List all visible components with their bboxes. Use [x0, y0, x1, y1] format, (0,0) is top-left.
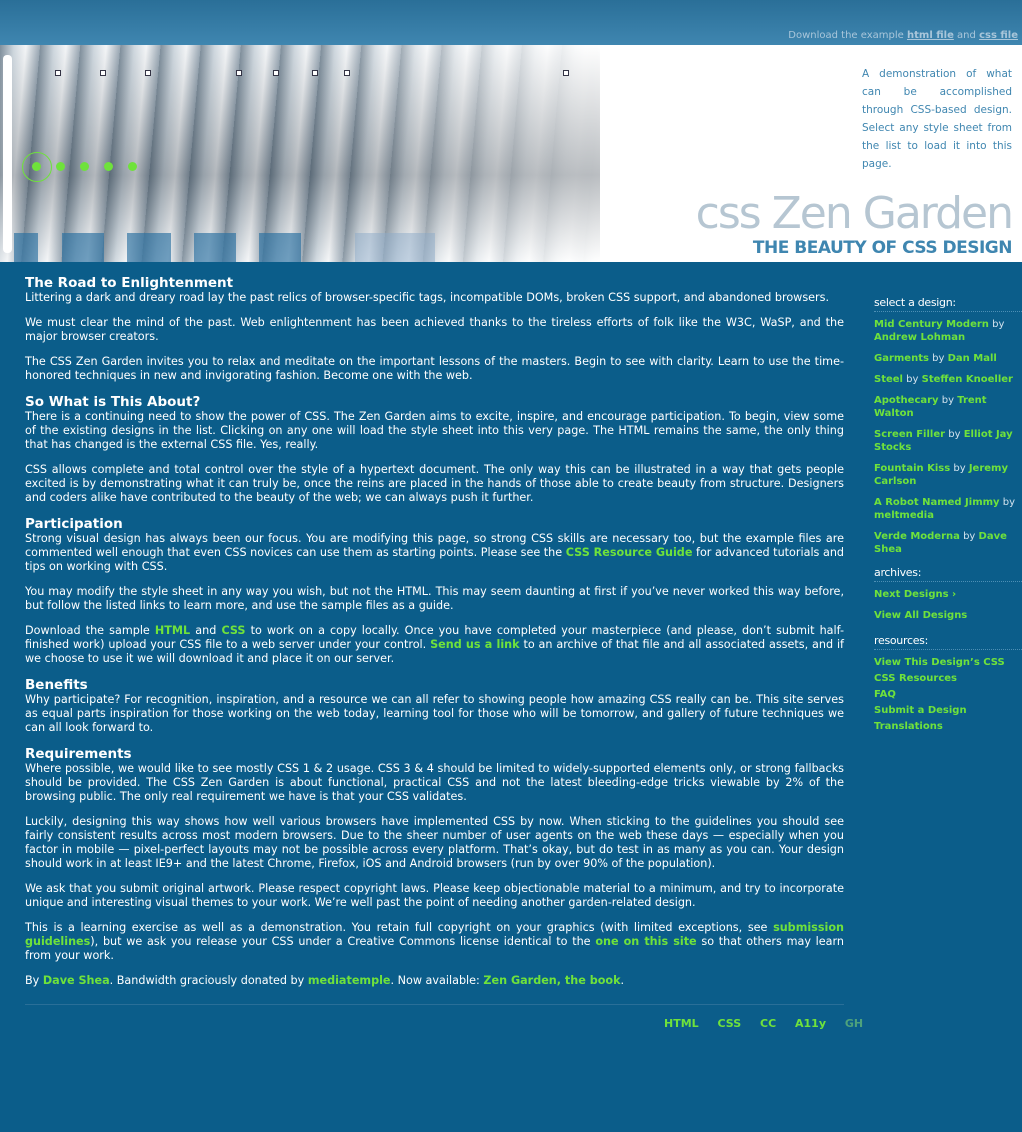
design-name-link[interactable]: Apothecary	[874, 395, 939, 406]
design-name-link[interactable]: Garments	[874, 353, 929, 364]
author-link[interactable]: Dave Shea	[42, 974, 110, 987]
sample-html-link[interactable]: HTML	[154, 624, 191, 637]
view-design-css-link[interactable]: View This Design’s CSS	[874, 657, 1005, 668]
square-marker	[273, 70, 279, 76]
translations-link[interactable]: Translations	[874, 721, 943, 732]
css-resource-guide-link[interactable]: CSS Resource Guide	[565, 546, 693, 559]
license-link[interactable]: one on this site	[595, 935, 697, 948]
square-marker	[312, 70, 318, 76]
css-file-link[interactable]: css file	[979, 30, 1018, 41]
design-by: by	[941, 395, 955, 406]
logo-tagline: THE BEAUTY OF CSS DESIGN	[752, 238, 1012, 258]
design-author-link[interactable]: Dan Mall	[947, 353, 997, 364]
paragraph: Strong visual design has always been our focus. You are modifying this page, so strong CSS skills are necessary too, but the example files are commented well enough that even CSS novices can use them as starting points. Please see the CSS Resource Guide for advanced tutorials and tips on working with CSS.	[25, 532, 845, 573]
section-road	[25, 275, 844, 383]
book-link[interactable]: Zen Garden, the book	[483, 974, 621, 987]
faq-link[interactable]: FAQ	[874, 689, 896, 700]
design-by: by	[992, 319, 1005, 330]
section-title: Participation	[25, 516, 123, 532]
footer-cc-link[interactable]: CC	[760, 1017, 777, 1030]
paragraph: We ask that you submit original artwork. Please respect copyright laws. Please keep objectionable material to a minimum, and try to incorporate unique and interesting visual themes to your work. We’re well past the point of needing another garden-related design.	[25, 882, 844, 909]
design-item	[874, 496, 1022, 522]
design-author-link[interactable]: Steffen Knoeller	[921, 374, 1013, 385]
square-marker	[344, 70, 350, 76]
submit-design-link[interactable]: Submit a Design	[874, 705, 967, 716]
send-link-link[interactable]: Send us a link	[430, 638, 520, 651]
paragraph: There is a continuing need to show the power of CSS. The Zen Garden aims to excite, inspire, and encourage participation. To begin, view some of the existing designs in the list. Clicking on any one will load the style sheet into this very page. The HTML remains the same, the only thing that has changed is the external CSS file. Yes, really.	[25, 410, 844, 451]
paragraph: Littering a dark and dreary road lay the past relics of browser-specific tags, incompatible DOMs, broken CSS support, and abandoned browsers.	[25, 291, 830, 304]
design-item	[874, 352, 1022, 365]
sample-css-link[interactable]: CSS	[221, 624, 246, 637]
design-list	[874, 318, 1022, 556]
design-by: by	[932, 353, 945, 364]
section-title: Benefits	[25, 677, 88, 693]
select-design-heading: select a design:	[874, 296, 1022, 312]
square-marker	[145, 70, 151, 76]
design-name-link[interactable]: Mid Century Modern	[874, 319, 989, 330]
design-name-link[interactable]: Steel	[874, 374, 903, 385]
host-link[interactable]: mediatemple	[307, 974, 391, 987]
footer-links	[664, 1017, 878, 1030]
paragraph: Where possible, we would like to see mostly CSS 1 & 2 usage. CSS 3 & 4 should be limited to widely-supported elements only, or strong fallbacks should be provided. The CSS Zen Garden is about functional, practical CSS and not the latest bleeding-edge tricks viewable by 2% of the browsing public. The only real requirement we have is that your CSS validates.	[25, 762, 844, 803]
design-author-link[interactable]: Elliot Jay Stocks	[874, 429, 1013, 453]
paragraph: The CSS Zen Garden invites you to relax and meditate on the important lessons of the masters. Begin to see with clarity. Learn to use the time-honored techniques in new and invigorating fashion. Become one with the web.	[25, 355, 844, 382]
section-title: So What is This About?	[25, 394, 201, 410]
footer-divider	[25, 1004, 844, 1005]
footer-a11y-link[interactable]: A11y	[795, 1017, 826, 1030]
footer-gh-link[interactable]: GH	[844, 1017, 864, 1030]
css-resources-link[interactable]: CSS Resources	[874, 673, 957, 684]
paragraph: Luckily, designing this way shows how well various browsers have implemented CSS by now. When sticking to the guidelines you should see fairly consistent results across most modern browsers. Due to the sheer number of user agents on the web these days — especially when you factor in mobile — pixel-perfect layouts may not be possible across every platform. That’s okay, but do test in as many as you can. Your design should work in at least IE9+ and the latest Chrome, Firefox, iOS and Android browsers (run by over 90% of the population).	[25, 815, 844, 870]
square-marker	[563, 70, 569, 76]
square-marker	[55, 70, 61, 76]
paragraph: CSS allows complete and total control over the style of a hypertext document. The only way this can be illustrated in a way that gets people excited is by demonstrating what it can truly be, once the reins are placed in the hands of those able to create beauty from structure. Designers and coders alike have contributed to the beauty of the web; we can always push it further.	[25, 463, 844, 504]
design-item	[874, 428, 1022, 454]
design-name-link[interactable]: A Robot Named Jimmy	[874, 497, 1000, 508]
design-item	[874, 530, 1022, 556]
green-dot	[128, 162, 137, 171]
design-item	[874, 462, 1022, 488]
design-item	[874, 394, 1022, 420]
design-item	[874, 373, 1022, 386]
paragraph: We must clear the mind of the past. Web enlightenment has been achieved thanks to the tireless efforts of folk like the W3C, WaSP, and the major browser creators.	[25, 316, 844, 343]
design-by: by	[948, 429, 961, 440]
next-designs-link[interactable]: Next Designs ›	[874, 589, 957, 600]
intro-text: A demonstration of what can be accomplished through CSS-based design. Select any style sheet from the list to load it into this page.	[862, 68, 1012, 170]
page-header	[0, 45, 1022, 262]
section-title: The Road to Enlightenment	[25, 275, 234, 291]
design-author-link[interactable]: Andrew Lohman	[874, 332, 966, 343]
green-dot	[80, 162, 89, 171]
green-dot	[104, 162, 113, 171]
paragraph: Download the sample HTML and CSS to work on a copy locally. Once you have completed your masterpiece (and please, don’t submit half-finished work) upload your CSS file to a web server under your control. Send us a link to an archive of that file and all associated assets, and if we choose to use it we will download it and place it on our server.	[25, 624, 844, 665]
square-marker	[236, 70, 242, 76]
html-file-link[interactable]: html file	[907, 30, 954, 41]
design-by: by	[906, 374, 919, 385]
design-name-link[interactable]: Fountain Kiss	[874, 463, 951, 474]
design-author-link[interactable]: Dave Shea	[874, 531, 1007, 555]
section-title: Requirements	[25, 746, 132, 762]
design-by: by	[1002, 497, 1015, 508]
header-left-bar	[3, 55, 12, 253]
design-author-link[interactable]: Trent Walton	[874, 395, 987, 419]
section-participation	[25, 516, 844, 666]
view-all-designs-link[interactable]: View All Designs	[874, 610, 968, 621]
green-dot	[56, 162, 65, 171]
footer-html-link[interactable]: HTML	[664, 1017, 699, 1030]
design-by: by	[963, 531, 976, 542]
download-prefix: Download the example	[788, 30, 904, 41]
design-by: by	[953, 463, 966, 474]
paragraph: Why participate? For recognition, inspiration, and a resource we can all refer to showing people how amazing CSS really can be. This site serves as equal parts inspiration for those working on the web today, learning tool for those who will be tomorrow, and gallery of future techniques we can all look forward to.	[25, 693, 844, 734]
footer-css-link[interactable]: CSS	[717, 1017, 742, 1030]
logo-title: css Zen Garden	[695, 188, 1012, 239]
paragraph: By Dave Shea. Bandwidth graciously donated by mediatemple. Now available: Zen Garden, the book.	[25, 974, 625, 987]
green-dot	[32, 162, 41, 171]
design-item	[874, 318, 1022, 344]
design-author-link[interactable]: meltmedia	[874, 510, 934, 521]
section-requirements	[25, 746, 844, 988]
square-marker	[100, 70, 106, 76]
download-and: and	[957, 30, 976, 41]
design-name-link[interactable]: Verde Moderna	[874, 531, 960, 542]
section-about	[25, 394, 844, 505]
main-content	[25, 275, 844, 999]
section-benefits	[25, 677, 844, 735]
sidebar	[874, 296, 1022, 736]
submission-guidelines-link[interactable]: submission guidelines	[25, 921, 844, 948]
resources-heading: resources:	[874, 634, 1022, 650]
download-links	[788, 30, 1018, 41]
paragraph: You may modify the style sheet in any way you wish, but not the HTML. This may seem daunting at first if you’ve never worked this way before, but follow the listed links to learn more, and use the sample files as a guide.	[25, 585, 844, 612]
design-author-link[interactable]: Jeremy Carlson	[874, 463, 1008, 487]
design-name-link[interactable]: Screen Filler	[874, 429, 946, 440]
paragraph: This is a learning exercise as well as a demonstration. You retain full copyright on your graphics (with limited exceptions, see submission guidelines), but we ask you release your CSS under a Creative Commons license identical to the one on this site so that others may learn from your work.	[25, 921, 845, 962]
archives-heading: archives:	[874, 566, 1022, 582]
header-photo	[0, 45, 600, 262]
